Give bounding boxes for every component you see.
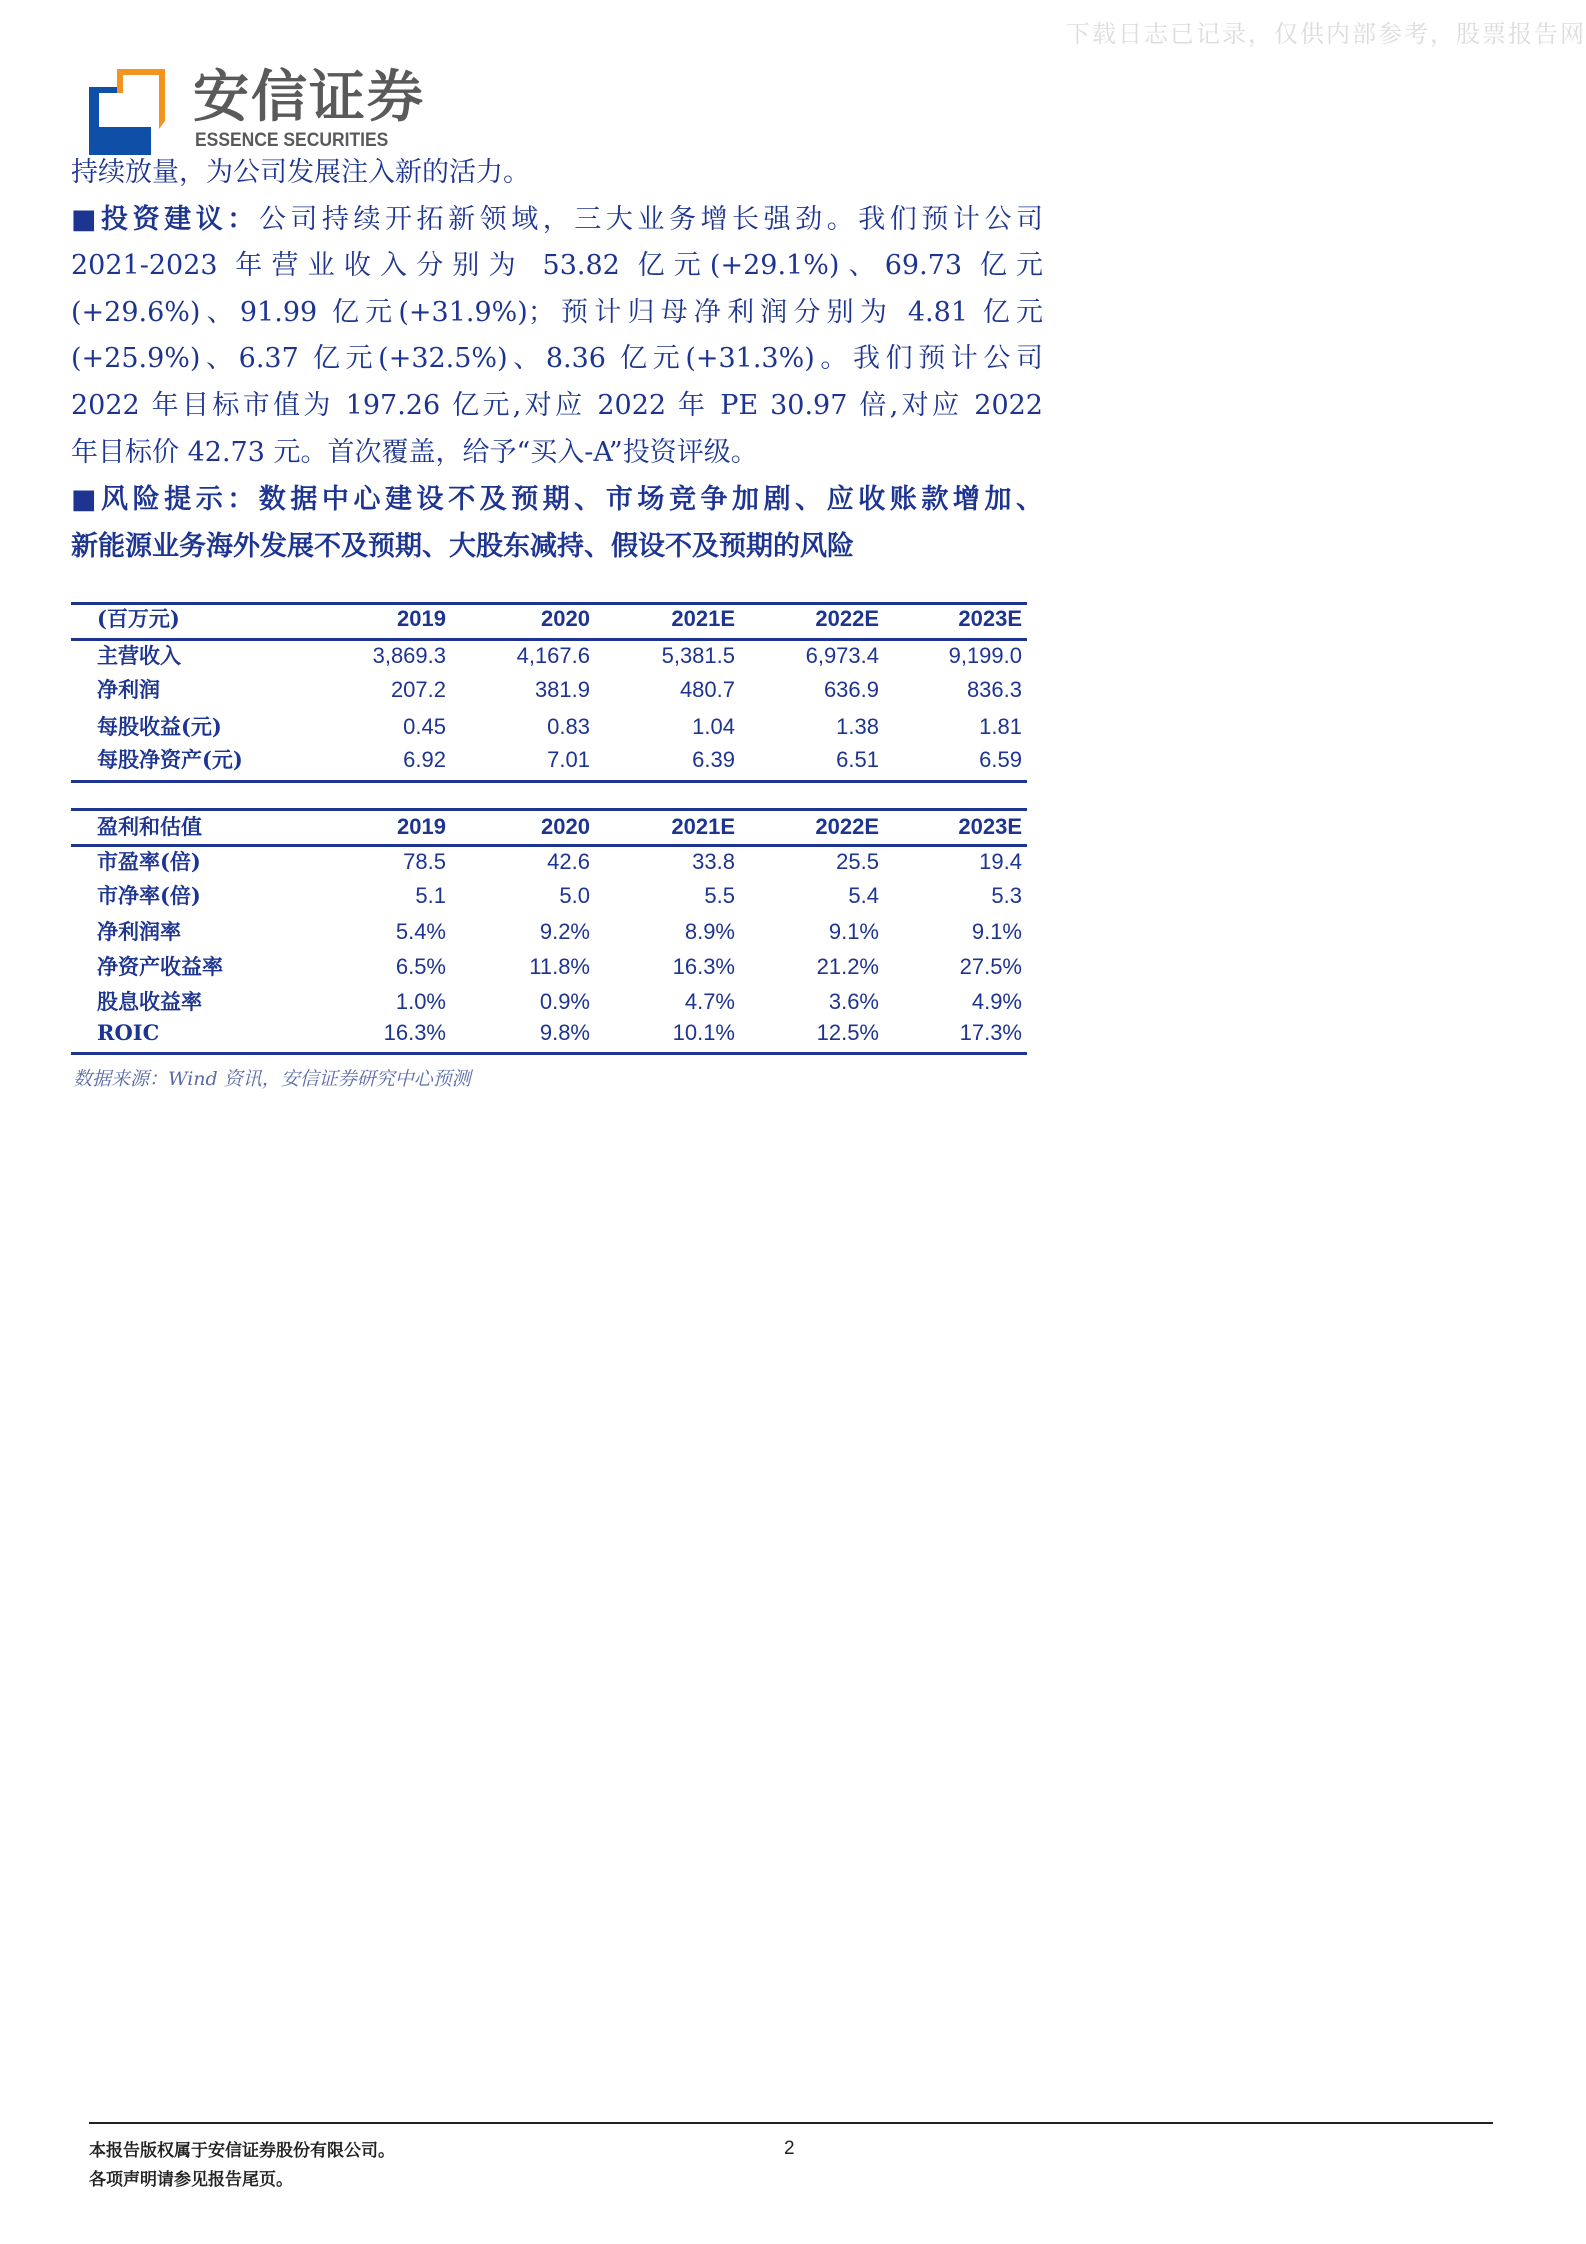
logo-icon bbox=[89, 69, 165, 155]
risk-line: ■风险提示：数据中心建设不及预期、市场竞争加剧、应收账款增加、 bbox=[71, 484, 1043, 516]
table-cell: 17.3% bbox=[959, 1020, 1022, 1045]
paragraph-text: 公司持续开拓新领域，三大业务增长强劲。我们预计公司 bbox=[258, 203, 1043, 235]
table-cell: 5.4% bbox=[395, 919, 446, 944]
table-row bbox=[71, 985, 1027, 1019]
paragraph-line: (+25.9%)、6.37 亿元(+32.5%)、8.36 亿元(+31.3%)。我们预计公司 bbox=[71, 343, 1043, 375]
paragraph-line: 2021-2023 年营业收入分别为 53.82 亿元(+29.1%)、69.73 亿元 bbox=[71, 250, 1043, 282]
table-cell: 9.2% bbox=[539, 919, 590, 944]
table-cell: 9.1% bbox=[828, 919, 879, 944]
table-row bbox=[71, 879, 1027, 913]
table-cell: 2020 bbox=[541, 814, 590, 839]
row-label: ROIC bbox=[97, 1020, 160, 1045]
paragraph-line bbox=[71, 197, 1043, 244]
table-cell: 2022E bbox=[815, 606, 879, 631]
table-header-row bbox=[71, 602, 1027, 636]
table-cell: 4,167.6 bbox=[516, 643, 590, 668]
table-row bbox=[71, 673, 1027, 707]
table-cell: 2022E bbox=[815, 814, 879, 839]
row-label: 净利润率 bbox=[97, 919, 181, 944]
row-label: 主营收入 bbox=[97, 643, 181, 668]
table-cell: 0.45 bbox=[403, 714, 446, 739]
table-row bbox=[71, 639, 1027, 673]
table-cell: 2023E bbox=[958, 606, 1022, 631]
table-cell: 2020 bbox=[541, 606, 590, 631]
table-row bbox=[71, 1016, 1027, 1050]
table-cell: 0.83 bbox=[547, 714, 590, 739]
page-number: 2 bbox=[784, 2138, 795, 2159]
table-cell: 1.81 bbox=[979, 714, 1022, 739]
paragraph-line: 持续放量，为公司发展注入新的活力。 bbox=[71, 157, 530, 188]
row-label: 市盈率(倍) bbox=[97, 849, 201, 874]
table-cell: 480.7 bbox=[679, 677, 735, 702]
table-cell: 78.5 bbox=[403, 849, 446, 874]
logo-text-en: ESSENCE SECURITIES bbox=[195, 130, 389, 151]
table-cell: 2019 bbox=[397, 606, 446, 631]
table-cell: 7.01 bbox=[547, 747, 590, 772]
row-label: 净资产收益率 bbox=[97, 954, 223, 979]
table-row bbox=[71, 743, 1027, 777]
row-label: 每股净资产(元) bbox=[97, 747, 243, 772]
table-cell: 8.9% bbox=[684, 919, 735, 944]
table-cell: 3.6% bbox=[828, 989, 879, 1014]
table-cell: 9.1% bbox=[971, 919, 1022, 944]
table-cell: 42.6 bbox=[547, 849, 590, 874]
table-cell: 5,381.5 bbox=[661, 643, 735, 668]
table-cell: 5.3 bbox=[991, 883, 1022, 908]
table-cell: 5.0 bbox=[559, 883, 590, 908]
table-cell: 6.51 bbox=[836, 747, 879, 772]
row-label: 股息收益率 bbox=[97, 989, 202, 1014]
table-cell: 5.4 bbox=[848, 883, 879, 908]
row-label: 净利润 bbox=[97, 677, 160, 702]
row-label: 盈利和估值 bbox=[97, 814, 202, 839]
table-cell: 3,869.3 bbox=[372, 643, 446, 668]
table-cell: 1.38 bbox=[836, 714, 879, 739]
table-cell: 1.0% bbox=[395, 989, 446, 1014]
table-rule bbox=[71, 780, 1027, 783]
table-row bbox=[71, 710, 1027, 744]
table-cell: 6.5% bbox=[395, 954, 446, 979]
investment-paragraph bbox=[71, 150, 1043, 570]
table-cell: 6,973.4 bbox=[805, 643, 879, 668]
table-row bbox=[71, 845, 1027, 879]
table-cell: 5.1 bbox=[415, 883, 446, 908]
table-row bbox=[71, 915, 1027, 949]
watermark: 下载日志已记录，仅供内部参考，股票报告网 bbox=[1066, 20, 1586, 48]
risk-line: 新能源业务海外发展不及预期、大股东减持、假设不及预期的风险 bbox=[71, 530, 854, 562]
paragraph-line: 2022 年目标市值为 197.26 亿元,对应 2022 年 PE 30.97 倍,对应 2022 bbox=[71, 389, 1043, 421]
paragraph-line: (+29.6%)、91.99 亿元(+31.9%)；预计归母净利润分别为 4.81 亿元 bbox=[71, 296, 1043, 328]
table-cell: 2019 bbox=[397, 814, 446, 839]
data-source: 数据来源：Wind 资讯，安信证券研究中心预测 bbox=[73, 1068, 471, 1090]
table-cell: 19.4 bbox=[979, 849, 1022, 874]
table-cell: 2021E bbox=[671, 606, 735, 631]
table-header-row bbox=[71, 810, 1027, 844]
footer-divider bbox=[89, 2122, 1493, 2124]
table-cell: 4.7% bbox=[684, 989, 735, 1014]
table-cell: 6.39 bbox=[692, 747, 735, 772]
row-label: 市净率(倍) bbox=[97, 883, 201, 908]
table-cell: 33.8 bbox=[692, 849, 735, 874]
table-row bbox=[71, 950, 1027, 984]
table-cell: 10.1% bbox=[672, 1020, 735, 1045]
footer-disclaimer: 各项声明请参见报告尾页。 bbox=[89, 2170, 293, 2190]
table-cell: 25.5 bbox=[836, 849, 879, 874]
paragraph-line: 年目标价 42.73 元。首次覆盖，给予“买入-A”投资评级。 bbox=[71, 436, 758, 468]
table-cell: 16.3% bbox=[672, 954, 735, 979]
table-cell: 11.8% bbox=[529, 954, 590, 979]
row-label: (百万元) bbox=[97, 606, 180, 631]
table-cell: 5.5 bbox=[704, 883, 735, 908]
table-cell: 6.92 bbox=[403, 747, 446, 772]
table-cell: 636.9 bbox=[823, 677, 879, 702]
table-rule bbox=[71, 1052, 1027, 1055]
table-cell: 207.2 bbox=[390, 677, 446, 702]
table-cell: 1.04 bbox=[692, 714, 735, 739]
invest-label: ■投资建议： bbox=[71, 203, 259, 235]
table-cell: 6.59 bbox=[979, 747, 1022, 772]
table-cell: 16.3% bbox=[383, 1020, 446, 1045]
table-cell: 2021E bbox=[671, 814, 735, 839]
logo-text-cn: 安信证券 bbox=[193, 65, 425, 130]
table-cell: 27.5% bbox=[959, 954, 1022, 979]
table-cell: 4.9% bbox=[971, 989, 1022, 1014]
table-cell: 9.8% bbox=[539, 1020, 590, 1045]
table-cell: 9,199.0 bbox=[948, 643, 1022, 668]
table-cell: 836.3 bbox=[966, 677, 1022, 702]
table-cell: 21.2% bbox=[816, 954, 879, 979]
table-cell: 381.9 bbox=[534, 677, 590, 702]
footer-copyright: 本报告版权属于安信证券股份有限公司。 bbox=[89, 2141, 395, 2161]
row-label: 每股收益(元) bbox=[97, 714, 222, 739]
table-cell: 2023E bbox=[958, 814, 1022, 839]
table-cell: 12.5% bbox=[816, 1020, 879, 1045]
table-cell: 0.9% bbox=[539, 989, 590, 1014]
